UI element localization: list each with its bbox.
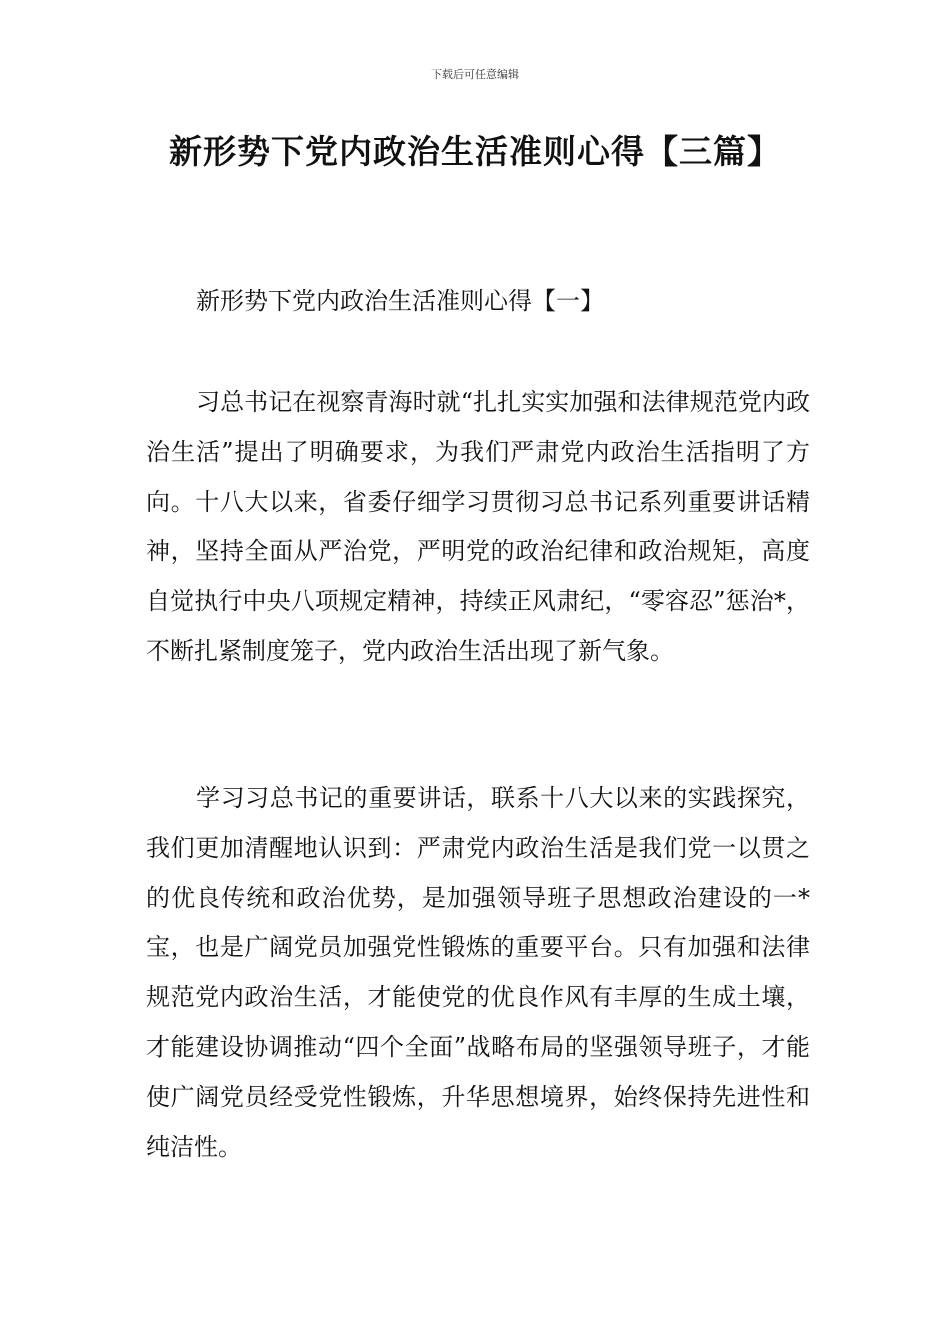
body-paragraph: 学习习总书记的重要讲话，联系十八大以来的实践探究，我们更加清醒地认识到：严肃党内政治生活是我们党一以贯之的优良传统和政治优势，是加强领导班子思想政治建设的一*宝，也是广阔党员加强党性锻炼的重要平台。只有加强和法律规范党内政治生活，才能使党的优良作风有丰厚的生成土壤，才能建设协调推动“四个全面”战略布局的坚强领导班子，才能使广阔党员经受党性锻炼，升华思想境界，始终保持先进性和纯洁性。 — [146, 784, 810, 1161]
document-title: 新形势下党内政治生活准则心得【三篇】 — [169, 132, 781, 171]
section-heading: 新形势下党内政治生活准则心得【一】 — [196, 287, 604, 315]
header-note: 下载后可任意编辑 — [431, 68, 519, 81]
body-paragraph: 习总书记在视察青海时就“扎扎实实加强和法律规范党内政治生活”提出了明确要求，为我们严肃党内政治生活指明了方向。十八大以来，省委仔细学习贯彻习总书记系列重要讲话精神，坚持全面从严治党，严明党的政治纪律和政治规矩，高度自觉执行中央八项规定精神，持续正风肃纪，“零容忍”惩治*，不断扎紧制度笼子，党内政治生活出现了新气象。 — [146, 388, 810, 665]
